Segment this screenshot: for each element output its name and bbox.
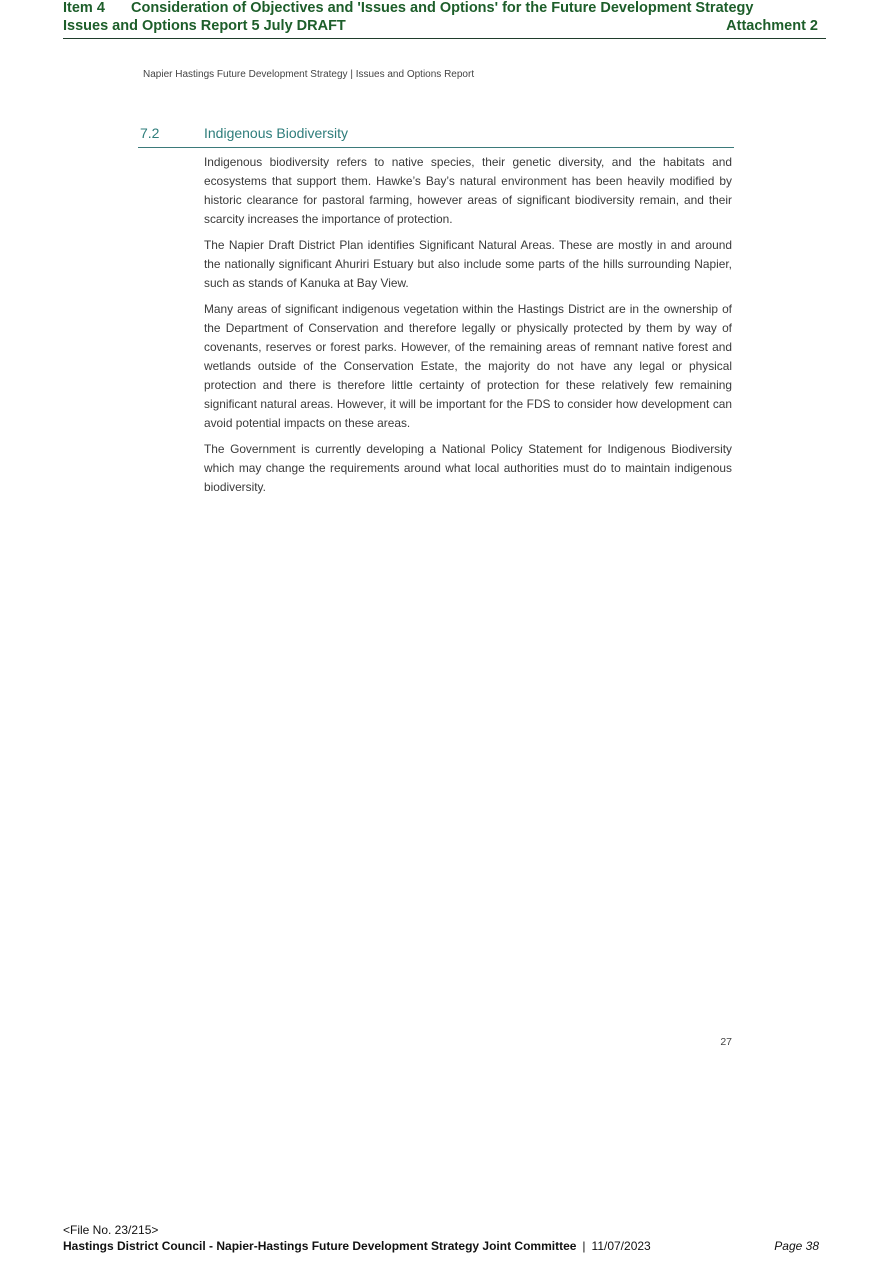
section-body <box>204 153 732 504</box>
paragraph: The Napier Draft District Plan identifies Significant Natural Areas. These are mostly in and around the nationally significant Ahuriri Estuary but also include some parts of the hills surrounding Napier, such as stands of Kanuka at Bay View. <box>204 238 732 290</box>
footer-committee-name: Hastings District Council - Napier-Hastings Future Development Strategy Joint Committee <box>63 1239 577 1253</box>
paragraph: Indigenous biodiversity refers to native species, their genetic diversity, and the habitats and ecosystems that support them. Hawke’s Bay’s natural environment has been heavily modified by historic clearance for pastoral farming, however areas of significant biodiversity remain, and their scarcity increases the importance of protection. <box>204 155 732 226</box>
agenda-attachment-label: Attachment 2 <box>726 18 818 34</box>
report-page-number: 27 <box>720 1036 732 1048</box>
agenda-item-title: Consideration of Objectives and 'Issues and Options' for the Future Development Strategy <box>131 0 754 16</box>
agenda-item-number: Item 4 <box>63 0 105 16</box>
running-header: Napier Hastings Future Development Strategy | Issues and Options Report <box>143 69 475 80</box>
footer-file-number: <File No. 23/215> <box>63 1223 159 1237</box>
section-number: 7.2 <box>140 125 160 141</box>
paragraph: The Government is currently developing a National Policy Statement for Indigenous Biodiversity which may change the requirements around what local authorities must do to maintain indigenous biodiversity. <box>204 442 732 494</box>
agenda-item-line <box>63 0 753 16</box>
agenda-subtitle: Issues and Options Report 5 July DRAFT <box>63 18 346 34</box>
section-title: Indigenous Biodiversity <box>204 125 348 141</box>
agenda-header <box>63 0 826 39</box>
footer-date: 11/07/2023 <box>591 1239 651 1253</box>
footer-committee-line <box>63 1239 651 1253</box>
footer-separator: | <box>582 1239 586 1253</box>
footer-page-number: Page 38 <box>774 1239 819 1253</box>
paragraph: Many areas of significant indigenous vegetation within the Hastings District are in the ownership of the Department of Conservation and therefore legally or physically protected by them by way of covenants, reserves or forest parks. However, of the remaining areas of remnant native forest and wetlands outside of the Conservation Estate, the majority do not have any legal or physical protection and there is therefore little certainty of protection for these relatively few remaining significant natural areas. However, it will be important for the FDS to consider how development can avoid potential impacts on these areas. <box>204 302 732 430</box>
section-heading <box>138 123 734 148</box>
